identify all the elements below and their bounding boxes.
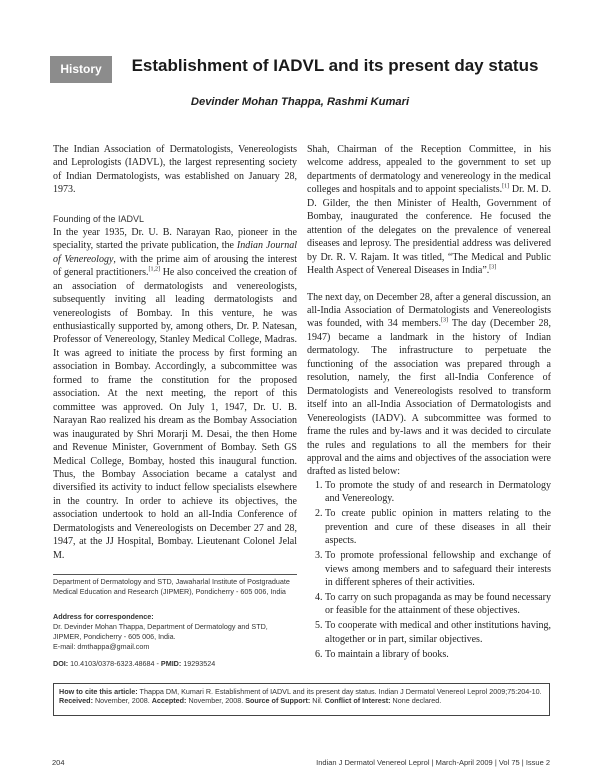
correspondence-email[interactable]: E-mail: dmthappa@gmail.com (53, 642, 150, 652)
accepted-label: Accepted: (151, 696, 187, 706)
reference-marker: [1,2] (148, 266, 161, 273)
founding-text-b: , with the prime aim of arousing the interest of general practitioners. (53, 253, 297, 279)
reference-marker: [3] (441, 318, 449, 325)
article-title: Establishment of IADVL and its present day status (131, 56, 539, 75)
founding-text-c: He also conceived the creation of an association of dermatologists and venereologists, subsequently inviting all leading dermatologists and venereologists of Bombay. In this venture, he was enthusiastically supported by, among others, Dr. P. Natesan, Professor of Venereology, Stanley Medical College, Madras. It was agreed to initiate the process by first forming an association in Bombay. Accordingly, a subcommittee was formed to frame the constitution for the proposed association. At the next meeting, the report of this committee was approved. On July 1, 1947, Dr. U. B. Narayan Rao realized his dream as the Bombay Association was inaugurated by Shri Morarji M. Desai, the then Home and Revenue Minister, Government of Bombay. Seth GS Medical College, Bombay, hosted this inaugural function. Thus, the Bombay Association became a catalyst and diversified its activity to induct fellow specialists elsewhere in the country. In order to achieve its objectives, the association undertook to hold an all-India Conference of Dermatologists and Venereologists on December 27 and 28, 1947, at the JJ Hospital, Bombay. Lieutenant Colonel Jelal M. (53, 267, 297, 561)
doi-line (53, 659, 297, 669)
association-paragraph (307, 291, 551, 479)
citation-box (53, 683, 550, 716)
affiliation: Department of Dermatology and STD, Jawaharlal Institute of Postgraduate Medical Education and Research (JIPMER), Pondicherry - 605 006, India (53, 574, 297, 597)
received-label: Received: (59, 696, 93, 706)
reference-marker: [3] (489, 264, 497, 271)
article-authors: Devinder Mohan Thappa, Rashmi Kumari (190, 96, 410, 108)
citation-text: Thappa DM, Kumari R. Establishment of IADVL and its present day status. Indian J Dermatol Venereol Leprol 2009;75:204-10. (137, 687, 542, 696)
doi-separator: - (154, 659, 161, 668)
association-text-a: The next day, on December 28, after a general discussion, an all-India Association of Dermatologists and Venereologists was founded, with 34 members. (307, 291, 551, 330)
correspondence-label: Address for correspondence: (53, 612, 154, 621)
dates-line (59, 696, 544, 705)
page-number: 204 (52, 758, 65, 767)
conflict-value: None declared. (390, 696, 442, 706)
support-value: Nil. (310, 696, 325, 706)
correspondence (53, 612, 297, 652)
objective-item: 2. To create public opinion in matters relating to the prevention and cure of these diseases in all their aspects. (325, 507, 551, 547)
citation-line (59, 687, 544, 696)
conference-paragraph (307, 143, 551, 278)
founding-paragraph (53, 226, 297, 562)
support-label: Source of Support: (245, 696, 311, 706)
doi-value[interactable]: 10.4103/0378-6323.48684 (70, 659, 155, 668)
objective-item: 5. To cooperate with medical and other institutions having, altogether or in part, similar objectives. (325, 619, 551, 646)
right-column (307, 143, 551, 663)
objective-item: 1. To promote the study of and research in Dermatology and Venereology. (325, 479, 551, 506)
reference-marker: [1] (502, 184, 510, 191)
journal-info: Indian J Dermatol Venereol Leprol | March-April 2009 | Vol 75 | Issue 2 (316, 758, 550, 767)
intro-paragraph: The Indian Association of Dermatologists, Venereologists and Leprologists (IADVL), the largest representing society of Indian Dermatologists, was established on January 28, 1973. (53, 144, 297, 196)
conference-text-a: Shah, Chairman of the Reception Committee, in his welcome address, appealed to the government to set up departments of dermatology and venereology in the medical colleges and hospitals and to appoint specialists. (307, 144, 551, 196)
journal-name: Indian Journal of Venereology (53, 240, 298, 265)
conference-text-b: Dr. M. D. D. Gilder, the then Minister of Health, Government of Bombay, inaugurated the conference. He focused the attention of the delegates on the prevalence of venereal diseases and leprosy. The presidential address was delivered by Dr. R. V. Rajam. It was titled, “The Medical and Public Health Aspect of Venereal Diseases in India”. (307, 184, 551, 277)
conflict-label: Conflict of Interest: (324, 696, 391, 706)
association-text-b: The day (December 28, 1947) became a landmark in the history of Indian dermatology. The infrastructure to perpetuate the functioning of the association was prepared through a resolution, namely, the first all-India Conference of Dermatologists and Venereologists resolved to transform itself into an all-India Association of Dermatologists and Venereologists (IADV). A subcommittee was formed to frame the rules and by-laws and it was decided to circulate the rules and regulations to all the members for their approval and the aims and objectives of the association were drafted as listed below: (307, 318, 551, 478)
objectives-list (307, 479, 551, 661)
section-badge: History (50, 56, 112, 83)
founding-text-a: In the year 1935, Dr. U. B. Narayan Rao, pioneer in the speciality, started the private publication, the (53, 226, 297, 252)
citation-label: How to cite this article: (59, 687, 138, 696)
doi-label: DOI: (53, 659, 69, 668)
left-column (53, 143, 297, 562)
section-heading: Founding of the IADVL (53, 213, 145, 224)
received-date: November, 2008. (92, 696, 152, 706)
pmid-label: PMID: (160, 659, 182, 668)
objective-item: 4. To carry on such propaganda as may be found necessary or feasible for the attainment of these objectives. (325, 591, 551, 618)
accepted-date: November, 2008. (186, 696, 246, 706)
objective-item: 3. To promote professional fellowship and exchange of views among members and to safeguard their interests in different spheres of their activities. (325, 549, 551, 589)
objective-item: 6. To maintain a library of books. (325, 648, 551, 661)
pmid-value[interactable]: 19293524 (183, 659, 216, 668)
correspondence-address: Dr. Devinder Mohan Thappa, Department of Dermatology and STD, JIPMER, Pondicherry - 605 006, India. (53, 622, 268, 642)
